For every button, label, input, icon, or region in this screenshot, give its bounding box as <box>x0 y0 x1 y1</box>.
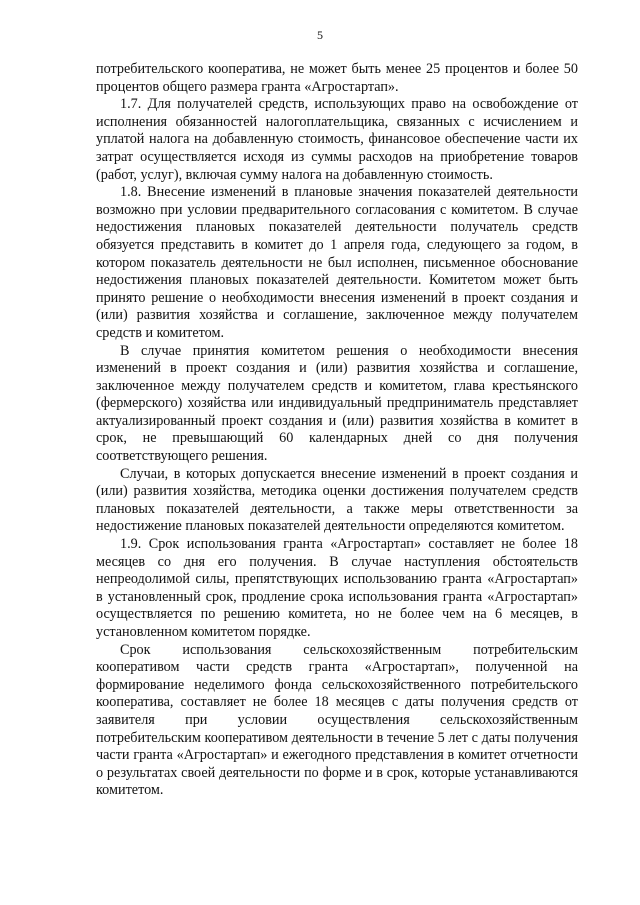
paragraph-1-7: 1.7. Для получателей средств, использующих право на освобождение от исполнения обязанностей налогоплательщика, связанных с исчислением и уплатой налога на добавленную стоимость, финансовое обеспечение части их затрат осуществляется исходя из суммы расходов на приобретение товаров (работ, услуг), включая сумму налога на добавленную стоимость. <box>96 96 578 183</box>
paragraph-1-9-cooperative: Срок использования сельскохозяйственным потребительским кооперативом части средств гранта «Агростартап», полученной на формирование неделимого фонда сельскохозяйственного потребительского кооператива, составляет не более 18 месяцев с даты получения средств от заявителя при условии осуществления сельскохозяйственным потребительским кооперативом деятельности в течение 5 лет с даты получения части гранта «Агростартап» и ежегодного представления в комитет отчетности о результатах своей деятельности по форме и в срок, которые устанавливаются комитетом. <box>96 641 578 799</box>
paragraph-1-8-changes: В случае принятия комитетом решения о необходимости внесения изменений в проект создания и (или) развития хозяйства и соглашение, заключенное между получателем средств и комитетом, глава крестьянского (фермерского) хозяйства или индивидуальный предприниматель представляет актуализированный проект создания и (или) развития хозяйства в комитет в срок, не превышающий 60 календарных дней со дня получения соответствующего решения. <box>96 342 578 465</box>
paragraph-1-9: 1.9. Срок использования гранта «Агростартап» составляет не более 18 месяцев со дня его получения. В случае наступления обстоятельств непреодолимой силы, препятствующих использованию гранта «Агростартап» в установленный срок, продление срока использования гранта «Агростартап» осуществляется по решению комитета, но не более чем на 6 месяцев, в установленном комитетом порядке. <box>96 536 578 640</box>
document-body <box>96 61 578 800</box>
paragraph-1-8: 1.8. Внесение изменений в плановые значения показателей деятельности возможно при условии предварительного согласования с комитетом. В случае недостижения плановых показателей деятельности получатель средств обязуется представить в комитет до 1 апреля года, следующего за годом, в котором показатель деятельности не был исполнен, письменное обоснование недостижения плановых показателей деятельности. Комитетом может быть принято решение о необходимости внесения изменений в проект создания и (или) развития хозяйства и соглашение, заключенное между получателем средств и комитетом. <box>96 184 578 341</box>
page-number: 5 <box>317 28 323 42</box>
paragraph-1-8-cases: Случаи, в которых допускается внесение изменений в проект создания и (или) развития хозяйства, методика оценки достижения получателем средств плановых показателей деятельности, а также меры ответственности за недостижение плановых показателей деятельности определяются комитетом. <box>96 465 578 535</box>
paragraph-continuation: потребительского кооператива, не может быть менее 25 процентов и более 50 процентов общего размера гранта «Агростартап». <box>96 61 578 95</box>
